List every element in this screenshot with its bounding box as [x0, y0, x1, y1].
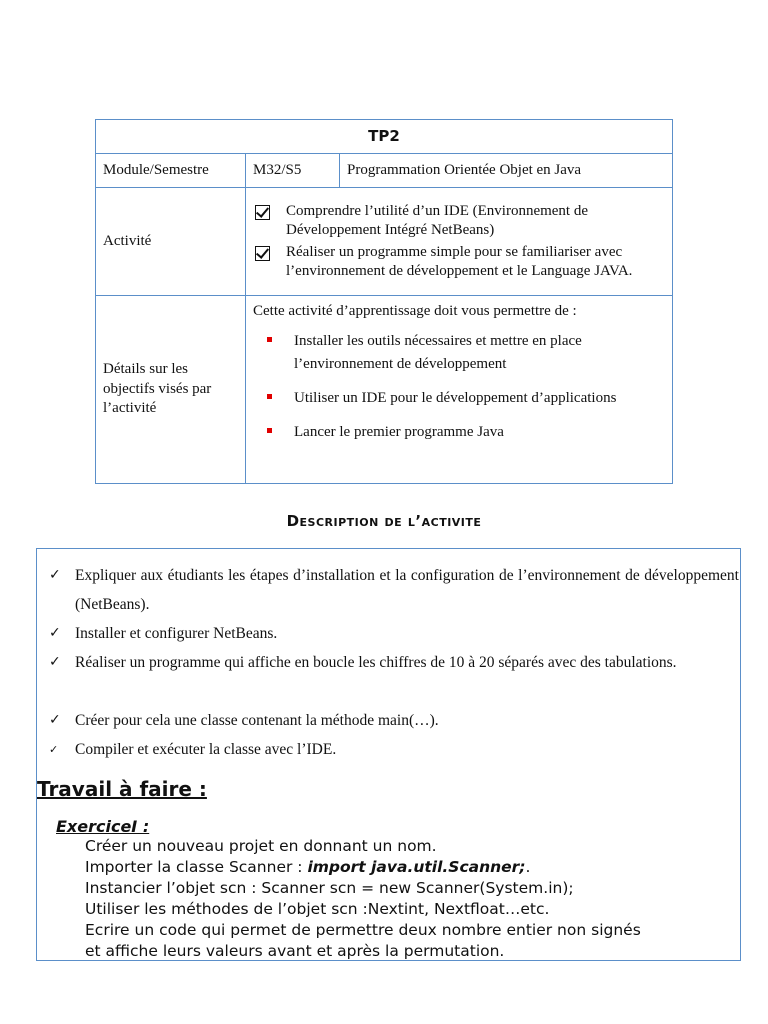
checkmark-icon: ✓: [49, 625, 61, 641]
activity-info-table: [95, 119, 673, 484]
checkmark-icon: ✓: [49, 567, 61, 583]
module-name: Programmation Orientée Objet en Java: [340, 154, 673, 188]
activity-label: Activité: [96, 188, 246, 296]
objective-item: [267, 330, 665, 376]
checked-box-icon: [255, 246, 270, 261]
description-item: ✓ Réaliser un programme qui affiche en boucle les chiffres de 10 à 20 séparés avec des tabulations.: [49, 648, 739, 677]
exercise-line: Importer la classe Scanner : import java.util.Scanner;.: [85, 858, 531, 876]
objectives-cell: [246, 296, 673, 484]
activity-item: [253, 202, 665, 241]
objective-item: [267, 387, 665, 410]
checked-box-icon: [255, 205, 270, 220]
exercise-line: Utiliser les méthodes de l’objet scn :Nextint, Nextfloat…etc.: [85, 900, 550, 918]
exercise-title: ExerciceI :: [56, 817, 150, 836]
activity-text: Réaliser un programme simple pour se familiariser avec l’environnement de développement et le Language JAVA.: [286, 243, 633, 279]
description-item: ✓ Créer pour cela une classe contenant la méthode main(…).: [49, 706, 739, 735]
description-item: ✓ Expliquer aux étudiants les étapes d’installation et la configuration de l’environnement de développement (NetBeans).: [49, 561, 739, 619]
activity-text: Comprendre l’utilité d’un IDE (Environnement de Développement Intégré NetBeans): [286, 202, 588, 238]
exercise-line: Créer un nouveau projet en donnant un nom.: [85, 837, 437, 855]
section-heading: Description de l’activite: [286, 512, 482, 530]
exercise-line: Ecrire un code qui permet de permettre deux nombre entier non signés: [85, 921, 641, 939]
import-statement: import java.util.Scanner;: [307, 858, 526, 876]
activity-list: [246, 188, 673, 296]
square-bullet-icon: [267, 394, 272, 399]
module-label: Module/Semestre: [96, 154, 246, 188]
objective-text: Lancer le premier programme Java: [294, 423, 504, 440]
description-box: [36, 548, 741, 961]
checkmark-icon: ✓: [49, 743, 59, 756]
module-code: M32/S5: [246, 154, 340, 188]
objective-text: Utiliser un IDE pour le développement d’applications: [294, 389, 617, 406]
activity-item: [253, 243, 665, 282]
square-bullet-icon: [267, 428, 272, 433]
exercise-line: et affiche leurs valeurs avant et après la permutation.: [85, 942, 505, 960]
checkmark-icon: ✓: [49, 712, 61, 728]
objectives-intro: Cette activité d’apprentissage doit vous permettre de :: [253, 303, 577, 319]
exercise-line: Instancier l’objet scn : Scanner scn = new Scanner(System.in);: [85, 879, 574, 897]
objective-text: Installer les outils nécessaires et mettre en place l’environnement de développement: [294, 332, 582, 372]
checkmark-icon: ✓: [49, 654, 61, 670]
objective-item: [267, 421, 665, 444]
description-item: ✓ Compiler et exécuter la classe avec l’IDE.: [49, 735, 739, 764]
todo-heading: Travail à faire :: [37, 777, 207, 801]
description-item: ✓ Installer et configurer NetBeans.: [49, 619, 739, 648]
square-bullet-icon: [267, 337, 272, 342]
table-title: TP2: [96, 120, 673, 154]
objectives-label: Détails sur les objectifs visés par l’activité: [96, 296, 246, 484]
